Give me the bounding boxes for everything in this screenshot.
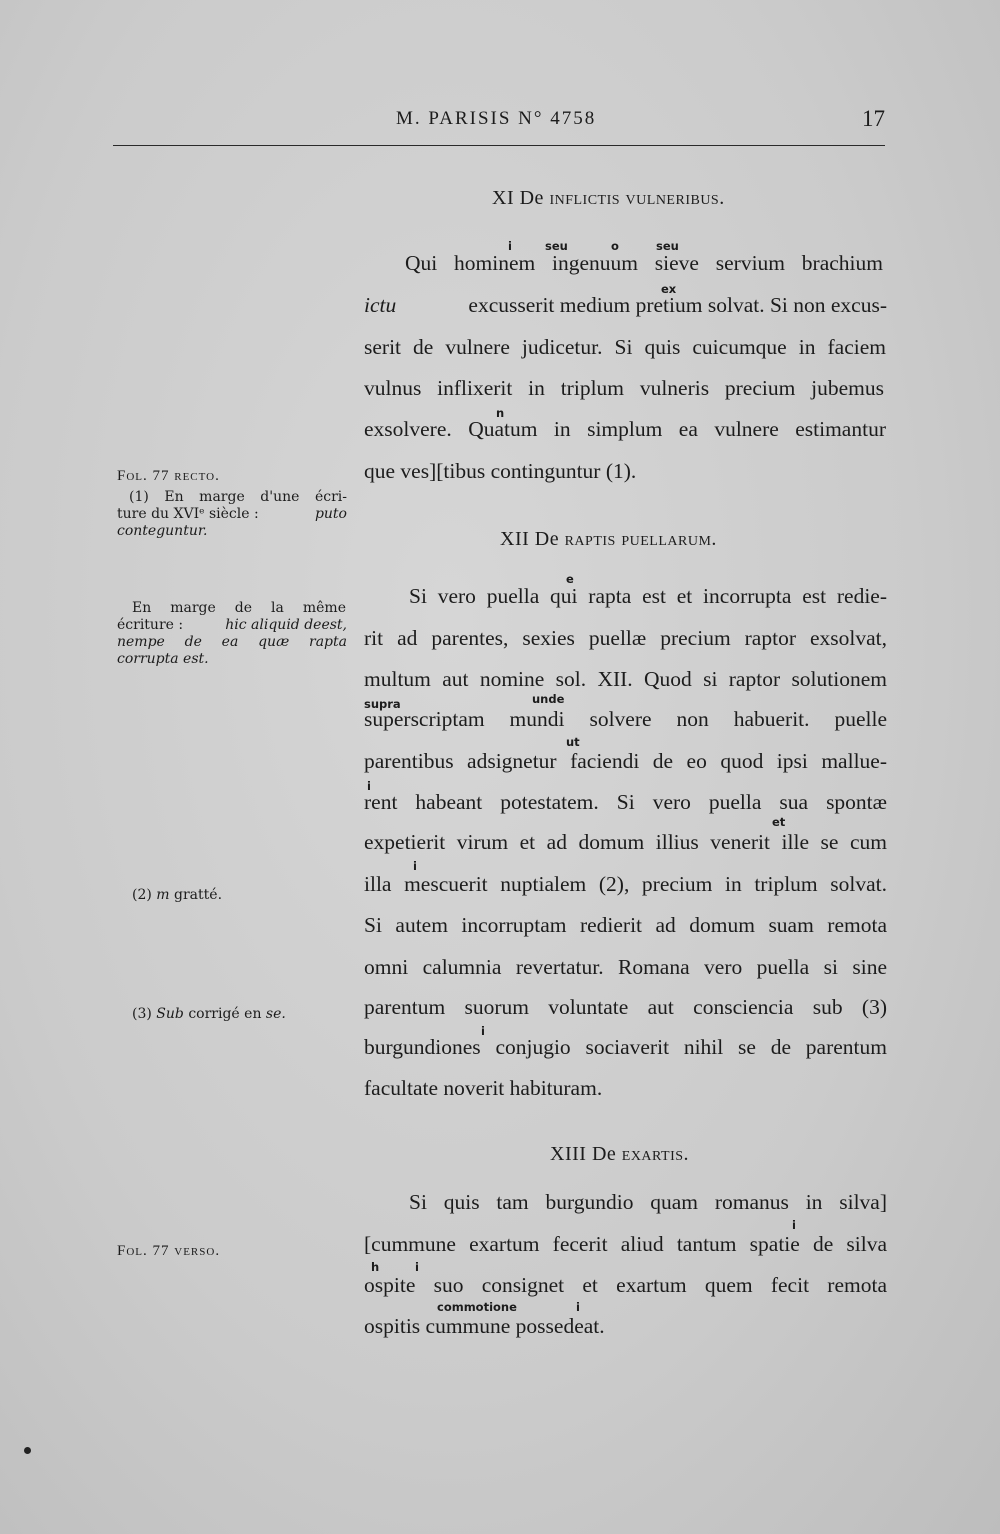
text-line: vulnus inflixerit in triplum vulneris precium jubemus bbox=[364, 376, 884, 400]
margin-note-line: nempe de ea quæ rapta bbox=[117, 634, 347, 650]
heading-number: XIII bbox=[550, 1143, 587, 1165]
interlinear-gloss: supra bbox=[364, 697, 401, 711]
text-span: excusserit medium pretium solvat. Si non excus- bbox=[468, 293, 887, 317]
interlinear-gloss: ex bbox=[661, 282, 677, 296]
interlinear-gloss: ut bbox=[566, 735, 580, 749]
margin-note-line bbox=[132, 1006, 286, 1023]
text-line: parentum suorum voluntate aut consciencia sub (3) bbox=[364, 995, 887, 1019]
text-line: multum aut nomine sol. XII. Quod si raptor solutionem bbox=[364, 667, 887, 691]
margin-note-line: conteguntur. bbox=[117, 523, 208, 539]
text-italic: ictu bbox=[364, 293, 397, 317]
text-line: rent habeant potestatem. Si vero puella sua spontæ bbox=[364, 790, 887, 814]
heading-title: inflictis vulneribus. bbox=[549, 187, 725, 209]
margin-note-text: (2) bbox=[132, 887, 152, 903]
heading-word: De bbox=[591, 1143, 617, 1165]
margin-note-line bbox=[132, 887, 222, 904]
margin-note-line: (1) En marge d'une écri- bbox=[129, 489, 347, 505]
text-line: parentibus adsignetur faciendi de eo quod ipsi mallue- bbox=[364, 749, 887, 773]
header-rule bbox=[113, 145, 885, 146]
text-line: rit ad parentes, sexies puellæ precium raptor exsolvat, bbox=[364, 626, 887, 650]
text-line: exsolvere. Quatum in simplum ea vulnere estimantur bbox=[364, 417, 886, 441]
interlinear-gloss: n bbox=[496, 406, 505, 420]
interlinear-gloss: commotione bbox=[437, 1300, 517, 1314]
interlinear-gloss: i bbox=[415, 1260, 419, 1274]
text-line: Qui hominem ingenuum sieve servium brachium bbox=[405, 251, 883, 275]
margin-note-line bbox=[117, 506, 347, 523]
section-heading-xi bbox=[492, 187, 725, 210]
interlinear-gloss: i bbox=[508, 239, 512, 253]
margin-note-text: gratté. bbox=[174, 887, 223, 903]
text-line: omni calumnia revertatur. Romana vero puella si sine bbox=[364, 955, 887, 979]
margin-note-text: (3) bbox=[132, 1006, 152, 1022]
text-line: [cummune exartum fecerit aliud tantum spatie de silva bbox=[364, 1232, 887, 1256]
interlinear-gloss: seu bbox=[656, 239, 679, 253]
margin-note-line: En marge de la même bbox=[132, 600, 346, 616]
margin-note-text: ture du XVIᵉ siècle : bbox=[117, 506, 259, 522]
margin-note-italic: Sub bbox=[156, 1006, 184, 1022]
text-line bbox=[364, 293, 887, 318]
section-heading-xiii bbox=[550, 1143, 689, 1166]
heading-number: XII bbox=[500, 528, 530, 550]
section-heading-xii bbox=[500, 528, 717, 551]
interlinear-gloss: i bbox=[413, 859, 417, 873]
text-line: burgundiones conjugio sociaverit nihil se de parentum bbox=[364, 1035, 887, 1059]
interlinear-gloss: i bbox=[367, 779, 371, 793]
text-line: illa mescuerit nuptialem (2), precium in triplum solvat. bbox=[364, 872, 887, 896]
margin-note-text: écriture : bbox=[117, 617, 184, 633]
text-line: Si quis tam burgundio quam romanus in silva] bbox=[409, 1190, 887, 1214]
text-line: superscriptam mundi solvere non habuerit. puelle bbox=[364, 707, 887, 731]
folio-reference-verso: Fol. 77 verso. bbox=[117, 1243, 221, 1259]
interlinear-gloss: unde bbox=[532, 692, 565, 706]
interlinear-gloss: e bbox=[566, 572, 574, 586]
ink-blot bbox=[24, 1447, 31, 1454]
running-title: M. PARISIS N° 4758 bbox=[396, 108, 597, 129]
text-line: ospite suo consignet et exartum quem fecit remota bbox=[364, 1273, 887, 1297]
folio-reference-recto: Fol. 77 recto. bbox=[117, 468, 220, 484]
text-line: expetierit virum et ad domum illius venerit ille se cum bbox=[364, 830, 887, 854]
margin-note-italic: hic aliquid deest, bbox=[225, 617, 347, 633]
interlinear-gloss: et bbox=[772, 815, 786, 829]
heading-title: raptis puellarum. bbox=[564, 528, 717, 550]
interlinear-gloss: i bbox=[481, 1024, 485, 1038]
interlinear-gloss: h bbox=[371, 1260, 380, 1274]
interlinear-gloss: i bbox=[576, 1300, 580, 1314]
heading-word: De bbox=[519, 187, 544, 209]
margin-note-italic: se. bbox=[265, 1006, 286, 1022]
margin-note-italic: puto bbox=[314, 506, 347, 522]
margin-note-text: corrigé en bbox=[188, 1006, 262, 1022]
interlinear-gloss: seu bbox=[545, 239, 568, 253]
page-number: 17 bbox=[862, 106, 885, 131]
heading-title: exartis. bbox=[621, 1143, 690, 1165]
interlinear-gloss: o bbox=[611, 239, 619, 253]
text-line: Si vero puella qui rapta est et incorrupta est redie- bbox=[409, 584, 887, 608]
text-line: ospitis cummune possedeat. bbox=[364, 1314, 605, 1338]
heading-number: XI bbox=[492, 187, 515, 209]
margin-note-line bbox=[117, 617, 347, 634]
text-line: facultate noverit habituram. bbox=[364, 1076, 603, 1100]
text-line: serit de vulnere judicetur. Si quis cuicumque in faciem bbox=[364, 335, 886, 359]
interlinear-gloss: i bbox=[792, 1218, 796, 1232]
text-line: que ves][tibus continguntur (1). bbox=[364, 459, 637, 483]
margin-note-italic: m bbox=[156, 887, 170, 903]
text-line: Si autem incorruptam redierit ad domum suam remota bbox=[364, 913, 887, 937]
heading-word: De bbox=[534, 528, 560, 550]
margin-note-line: corrupta est. bbox=[117, 651, 209, 667]
